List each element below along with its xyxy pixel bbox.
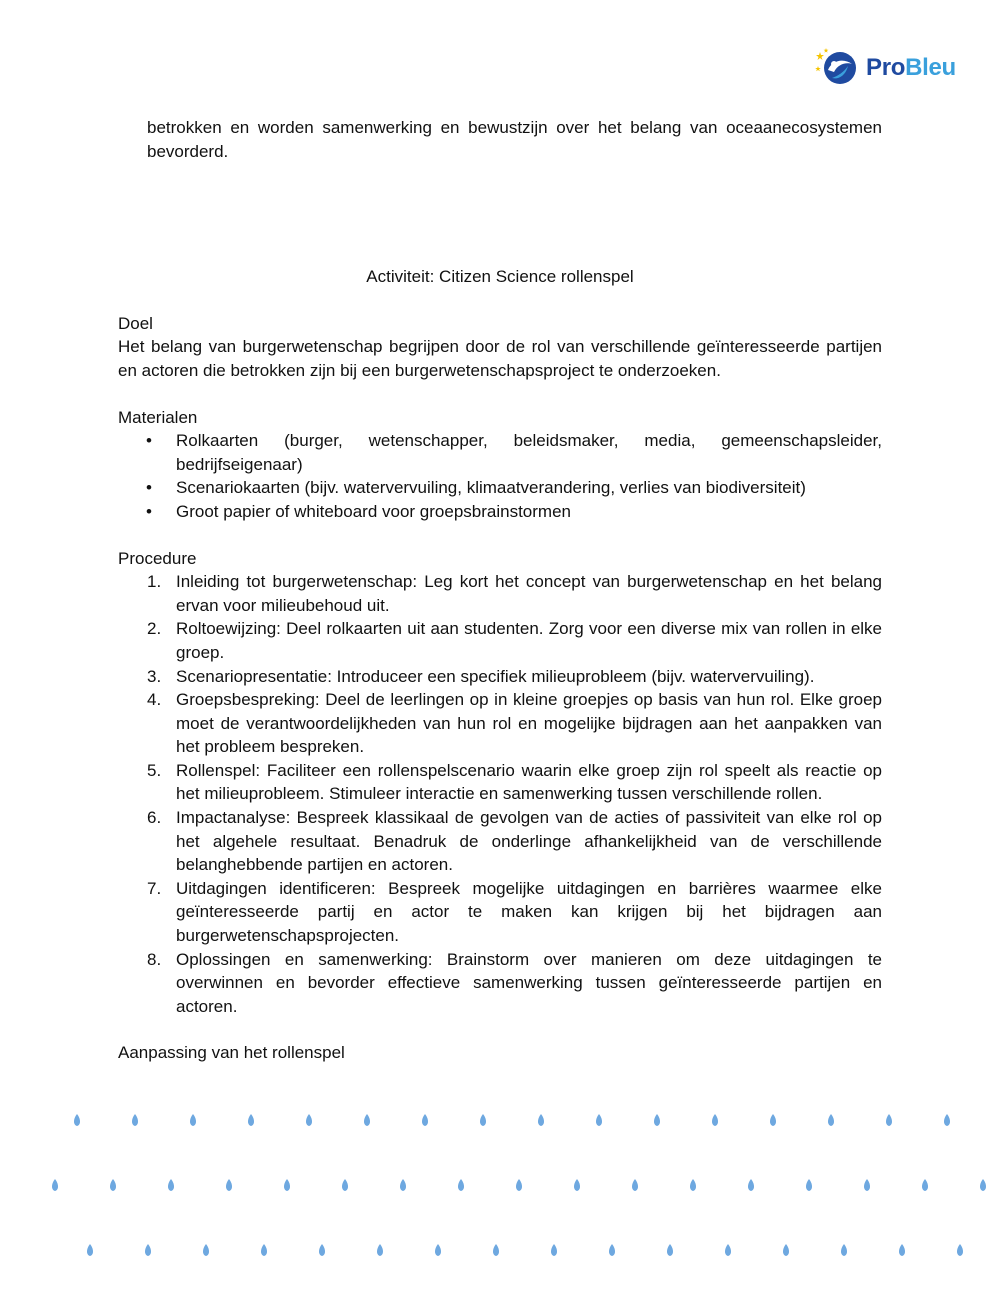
procedure-step: 3. Scenariopresentatie: Introduceer een specifiek milieuprobleem (bijv. watervervuiling).	[147, 666, 815, 686]
water-drop-icon	[899, 1244, 905, 1256]
water-drop-icon	[110, 1179, 116, 1191]
water-drop-icon	[52, 1179, 58, 1191]
water-drop-icon	[203, 1244, 209, 1256]
water-drop-icon	[226, 1179, 232, 1191]
logo-wordmark: ProBleu	[866, 54, 956, 82]
bullet-marker: •	[146, 431, 152, 451]
procedure-list	[118, 570, 882, 1018]
doel-heading: Doel	[118, 313, 153, 333]
procedure-step: 5. Rollenspel: Faciliteer een rollenspelscenario waarin elke groep zijn rol speelt als reactie op het milieuprobleem. Stimuleer interactie en samenwerking tussen verschillende rollen.	[147, 760, 882, 804]
materialen-list	[118, 429, 882, 523]
materialen-heading: Materialen	[118, 407, 198, 427]
water-drop-icon	[342, 1179, 348, 1191]
water-drop-icon	[516, 1179, 522, 1191]
water-drop-icon	[377, 1244, 383, 1256]
water-drop-icon	[944, 1114, 950, 1126]
water-drop-icon	[841, 1244, 847, 1256]
procedure-heading: Procedure	[118, 548, 197, 568]
water-drop-icon	[654, 1114, 660, 1126]
water-drop-icon	[712, 1114, 718, 1126]
water-drop-icon	[248, 1114, 254, 1126]
procedure-step: 1. Inleiding tot burgerwetenschap: Leg kort het concept van burgerwetenschap en het belang ervan voor milieubehoud uit.	[147, 572, 882, 615]
water-drop-icon	[551, 1244, 557, 1256]
probleu-logo	[814, 46, 964, 90]
water-drop-icon	[770, 1114, 776, 1126]
water-drop-icon	[980, 1179, 986, 1191]
water-drop-icon	[458, 1179, 464, 1191]
water-drop-icon	[922, 1179, 928, 1191]
list-item: • Scenariokaarten (bijv. watervervuiling, klimaatverandering, verlies van biodiversiteit)	[118, 476, 882, 500]
water-drop-icon	[806, 1179, 812, 1191]
water-drop-icon	[690, 1179, 696, 1191]
water-drop-icon	[284, 1179, 290, 1191]
bullet-marker: •	[146, 478, 152, 498]
activity-title: Activiteit: Citizen Science rollenspel	[366, 267, 634, 287]
water-drop-icon	[319, 1244, 325, 1256]
water-drop-icon	[145, 1244, 151, 1256]
water-drop-icon	[493, 1244, 499, 1256]
water-drop-icon	[400, 1179, 406, 1191]
water-drop-icon	[886, 1114, 892, 1126]
water-drop-icon	[828, 1114, 834, 1126]
water-drop-icon	[596, 1114, 602, 1126]
aanpassing-heading: Aanpassing van het rollenspel	[118, 1043, 345, 1063]
document-body	[118, 116, 882, 1065]
water-drop-icon	[574, 1179, 580, 1191]
intro-continuation: betrokken en worden samenwerking en bewustzijn over het belang van oceaanecosystemen bevorderd.	[147, 118, 882, 161]
water-drop-icon	[306, 1114, 312, 1126]
water-drop-icon	[364, 1114, 370, 1126]
procedure-step: 4. Groepsbespreking: Deel de leerlingen op in kleine groepjes op basis van hun rol. Elke groep moet de verantwoordelijkheden van hun rol en mogelijke bijdragen aan het aanpakken van het probleem bespreken.	[147, 690, 882, 757]
decorative-water-drops	[0, 1100, 1000, 1290]
list-item: • Groot papier of whiteboard voor groepsbrainstormen	[118, 500, 882, 524]
water-drop-icon	[422, 1114, 428, 1126]
bullet-marker: •	[146, 501, 152, 521]
water-drop-icon	[957, 1244, 963, 1256]
procedure-step: 2. Roltoewijzing: Deel rolkaarten uit aan studenten. Zorg voor een diverse mix van rollen in elke groep.	[147, 619, 882, 662]
water-drop-icon	[725, 1244, 731, 1256]
water-drop-icon	[609, 1244, 615, 1256]
procedure-step: 8. Oplossingen en samenwerking: Brainstorm over manieren om deze uitdagingen te overwinnen en bevorder effectieve samenwerking tussen geïnteresseerde partijen en actoren.	[147, 949, 882, 1016]
water-drop-icon	[190, 1114, 196, 1126]
procedure-step: 6. Impactanalyse: Bespreek klassikaal de gevolgen van de acties of passiviteit van elke rol op het algehele resultaat. Benadruk de onderlinge afhankelijkheid van de verschillende belanghebbende partijen en actoren.	[147, 808, 882, 875]
water-drop-icon	[74, 1114, 80, 1126]
water-drop-icon	[748, 1179, 754, 1191]
doel-text: Het belang van burgerwetenschap begrijpen door de rol van verschillende geïnteresseerde partijen en actoren die betrokken zijn bij een burgerwetenschapsproject te onderzoeken.	[118, 337, 882, 380]
water-drop-icon	[538, 1114, 544, 1126]
probleu-logo-icon	[814, 46, 862, 90]
water-drop-icon	[864, 1179, 870, 1191]
water-drop-icon	[435, 1244, 441, 1256]
water-drop-icon	[783, 1244, 789, 1256]
water-drop-icon	[667, 1244, 673, 1256]
water-drop-icon	[132, 1114, 138, 1126]
water-drop-icon	[168, 1179, 174, 1191]
water-drop-icon	[261, 1244, 267, 1256]
list-item: • Rolkaarten (burger, wetenschapper, beleidsmaker, media, gemeenschapsleider, bedrijfseigenaar)	[146, 431, 882, 474]
water-drop-icon	[632, 1179, 638, 1191]
procedure-step: 7. Uitdagingen identificeren: Bespreek mogelijke uitdagingen en barrières waarmee elke geïnteresseerde partij en actor te maken kan krijgen bij het bijdragen aan burgerwetenschapsprojecten.	[147, 878, 882, 946]
water-drop-icon	[480, 1114, 486, 1126]
water-drop-icon	[87, 1244, 93, 1256]
